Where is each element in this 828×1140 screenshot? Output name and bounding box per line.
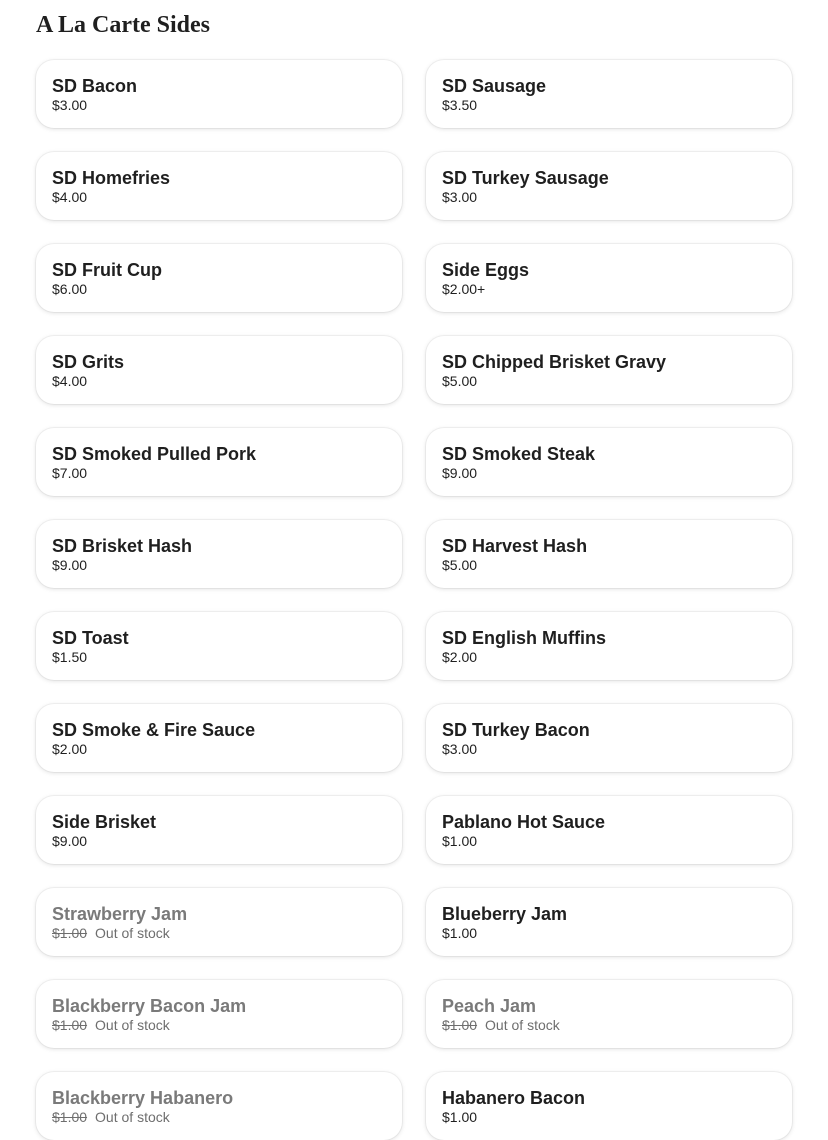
menu-item-card[interactable]: [426, 428, 792, 496]
item-price-row: [52, 1017, 386, 1034]
item-name: SD Turkey Bacon: [442, 720, 590, 740]
menu-item-card[interactable]: [426, 336, 792, 404]
menu-item-card[interactable]: [36, 704, 402, 772]
menu-item-card[interactable]: [36, 60, 402, 128]
out-of-stock-label: Out of stock: [95, 925, 170, 941]
item-price: $7.00: [52, 465, 88, 481]
menu-item-card[interactable]: [36, 980, 402, 1048]
menu-item-card[interactable]: [36, 244, 402, 312]
out-of-stock-label: Out of stock: [95, 1109, 170, 1125]
item-price: $3.00: [52, 97, 88, 113]
item-price: $1.00: [442, 833, 478, 849]
item-name: SD Brisket Hash: [52, 536, 193, 556]
item-name: SD Smoked Pulled Pork: [52, 444, 257, 464]
item-price-row: [52, 465, 386, 482]
item-price: $4.00: [52, 189, 88, 205]
menu-item-card[interactable]: [426, 244, 792, 312]
item-name: Peach Jam: [442, 996, 537, 1016]
menu-item-card[interactable]: [426, 60, 792, 128]
item-price: $1.00: [52, 925, 88, 941]
menu-item-card[interactable]: [426, 796, 792, 864]
menu-item-card[interactable]: [36, 612, 402, 680]
item-name: Blueberry Jam: [442, 904, 568, 924]
menu-item-card[interactable]: [426, 1072, 792, 1140]
item-name: SD Bacon: [52, 76, 138, 96]
item-price-row: [442, 1017, 776, 1034]
menu-item-card[interactable]: [36, 520, 402, 588]
item-price-row: [442, 833, 776, 850]
item-name: SD Smoked Steak: [442, 444, 596, 464]
item-name: SD Harvest Hash: [442, 536, 588, 556]
item-price: $1.00: [442, 1109, 478, 1125]
item-price: $9.00: [52, 557, 88, 573]
item-price-row: [442, 557, 776, 574]
item-price-row: [442, 465, 776, 482]
item-price: $1.00: [52, 1109, 88, 1125]
item-name: SD Chipped Brisket Gravy: [442, 352, 667, 372]
item-price-row: [52, 189, 386, 206]
item-price-row: [442, 189, 776, 206]
menu-items-grid: [36, 60, 792, 1140]
item-name: SD Toast: [52, 628, 129, 648]
item-price: $2.00: [442, 649, 478, 665]
item-price-row: [52, 833, 386, 850]
item-price-row: [442, 281, 776, 298]
item-price-row: [442, 649, 776, 666]
menu-item-card[interactable]: [36, 152, 402, 220]
item-price: $3.50: [442, 97, 478, 113]
item-price: $2.00: [52, 741, 88, 757]
item-price-row: [442, 97, 776, 114]
menu-item-card[interactable]: [36, 888, 402, 956]
item-price-row: [442, 1109, 776, 1126]
item-name: Side Brisket: [52, 812, 157, 832]
item-price: $5.00: [442, 557, 478, 573]
item-name: Strawberry Jam: [52, 904, 188, 924]
item-name: Pablano Hot Sauce: [442, 812, 606, 832]
item-price-row: [52, 925, 386, 942]
item-name: SD Smoke & Fire Sauce: [52, 720, 256, 740]
item-name: SD Turkey Sausage: [442, 168, 609, 188]
item-price-row: [442, 925, 776, 942]
out-of-stock-label: Out of stock: [485, 1017, 560, 1033]
item-price: $4.00: [52, 373, 88, 389]
item-name: SD Fruit Cup: [52, 260, 162, 280]
menu-item-card[interactable]: [426, 152, 792, 220]
item-price-row: [52, 741, 386, 758]
menu-item-card[interactable]: [36, 428, 402, 496]
item-price: $3.00: [442, 741, 478, 757]
section-title: A La Carte Sides: [36, 12, 210, 38]
menu-item-card[interactable]: [36, 796, 402, 864]
item-name: SD Sausage: [442, 76, 547, 96]
item-name: SD Homefries: [52, 168, 171, 188]
item-name: Blackberry Bacon Jam: [52, 996, 247, 1016]
item-price: $9.00: [442, 465, 478, 481]
item-price-row: [52, 281, 386, 298]
menu-item-card[interactable]: [426, 520, 792, 588]
item-price: $9.00: [52, 833, 88, 849]
item-price: $6.00: [52, 281, 88, 297]
item-name: SD Grits: [52, 352, 125, 372]
item-name: Habanero Bacon: [442, 1088, 586, 1108]
item-price: $5.00: [442, 373, 478, 389]
menu-item-card[interactable]: [36, 336, 402, 404]
item-price: $1.00: [442, 1017, 478, 1033]
item-price: $1.00: [52, 1017, 88, 1033]
item-name: Side Eggs: [442, 260, 530, 280]
item-price: $3.00: [442, 189, 478, 205]
out-of-stock-label: Out of stock: [95, 1017, 170, 1033]
menu-item-card[interactable]: [426, 612, 792, 680]
item-price-row: [52, 1109, 386, 1126]
item-price-row: [52, 373, 386, 390]
item-price: $2.00+: [442, 281, 486, 297]
menu-item-card[interactable]: [426, 704, 792, 772]
menu-item-card[interactable]: [36, 1072, 402, 1140]
item-price-row: [52, 97, 386, 114]
item-price-row: [52, 649, 386, 666]
menu-item-card[interactable]: [426, 888, 792, 956]
item-price: $1.50: [52, 649, 88, 665]
item-price-row: [442, 741, 776, 758]
item-name: Blackberry Habanero: [52, 1088, 234, 1108]
menu-item-card[interactable]: [426, 980, 792, 1048]
item-price-row: [52, 557, 386, 574]
item-price: $1.00: [442, 925, 478, 941]
item-price-row: [442, 373, 776, 390]
item-name: SD English Muffins: [442, 628, 606, 648]
